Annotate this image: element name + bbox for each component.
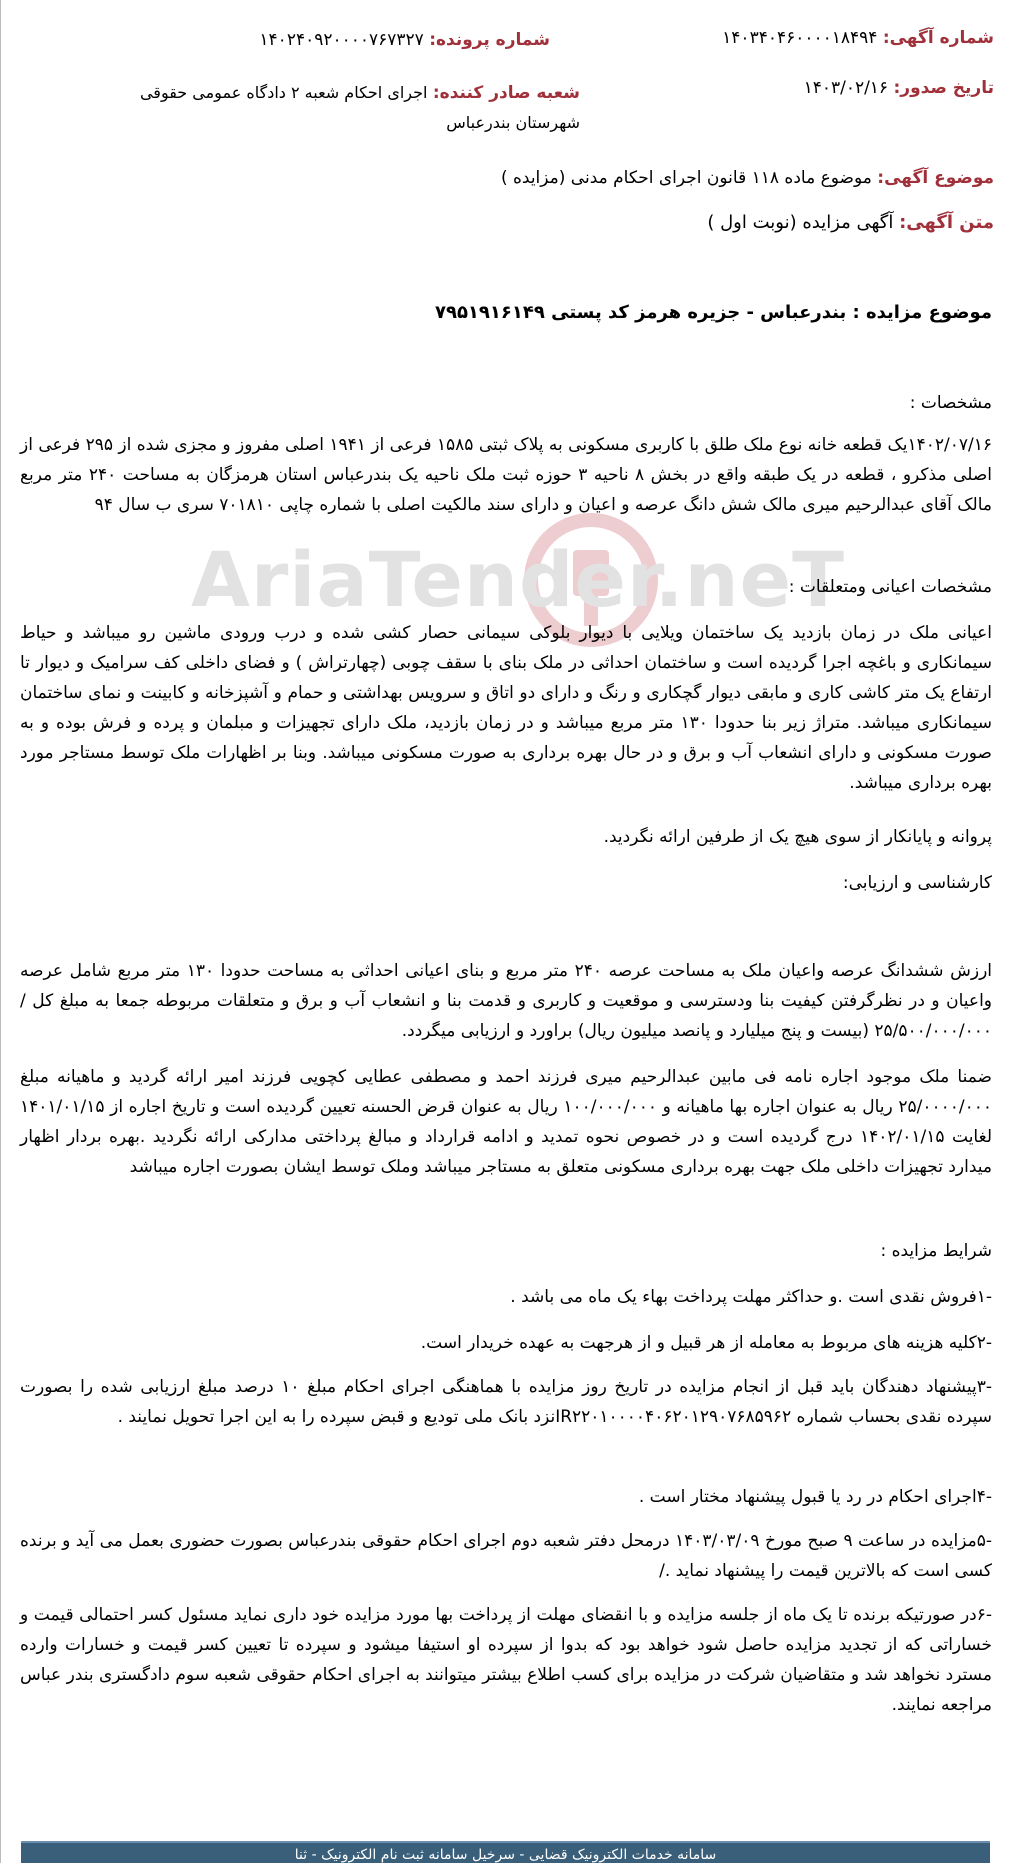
subject-row <box>501 168 994 188</box>
conditions-title: شرایط مزایده : <box>880 1241 992 1261</box>
notice-number-value: ۱۴۰۳۴۰۴۶۰۰۰۰۱۸۴۹۴ <box>722 28 878 48</box>
subject-label: موضوع آگهی: <box>877 168 994 188</box>
condition-item: -۴اجرای احکام در رد یا قبول پیشنهاد مختار است . <box>638 1487 992 1507</box>
issuer-value: اجرای احکام شعبه ۲ دادگاه عمومی حقوقی شهرستان بندرعباس <box>139 83 580 132</box>
file-number-value: ۱۴۰۲۴۰۹۲۰۰۰۰۷۶۷۳۲۷ <box>259 30 424 50</box>
footer-bar <box>21 1841 990 1863</box>
building-title: مشخصات اعیانی ومتعلقات : <box>788 577 992 597</box>
specs-title: مشخصات : <box>909 393 992 413</box>
file-number-label: شماره پرونده: <box>429 30 550 50</box>
appraisal-title: کارشناسی و ارزیابی: <box>842 873 992 893</box>
notice-text-label: متن آگهی: <box>899 212 994 233</box>
issue-date-label: تاریخ صدور: <box>893 78 994 98</box>
notice-number-row <box>722 28 994 48</box>
condition-item: -۵مزایده در ساعت ۹ صبح مورخ ۱۴۰۳/۰۳/۰۹ درمحل دفتر شعبه دوم اجرای احکام حقوقی بندرعباس بصورت حضوری بعمل می آید و برنده کسی است که بالاترین قیمت را پیشنهاد نماید ./ <box>20 1531 992 1581</box>
notice-text-value: آگهی مزایده (نوبت اول ) <box>707 212 894 233</box>
subject-value: موضوع ماده ۱۱۸ قانون اجرای احکام مدنی (مزایده ) <box>500 168 872 188</box>
permit-paragraph: پروانه و پایانکار از سوی هیچ یک از طرفین ارائه نگردید. <box>603 827 992 847</box>
issue-date-row <box>804 78 994 98</box>
building-paragraph: اعیانی ملک در زمان بازدید یک ساختمان ویلایی با دیوار بلوکی سیمانی حصار کشی شده و درب ورودی ماشین رو میباشد و حیاط سیمانکاری و باغچه اجرا گردیده است و ساختمان احداثی در ملک بنای با سقف چوبی (چهارتراش ) و فضای داخلی کف سرامیک و دیوار تا ارتفاع یک متر کاشی کاری و مابقی دیوار گچکاری و رنگ و دارای دو اتاق و سرویس بهداشتی و حمام و آشپزخانه و کابینت و نمای ساختمان سیمانکاری میباشد. متراژ زیر بنا حدودا ۱۳۰ متر مربع میباشد و در زمان بازدید، ملک دارای تجهیزات و مبلمان و پرده و فرش بوده و به صورت مسکونی و دارای انشعاب آب و برق و در حال بهره برداری به صورت مسکونی میباشد. وبنا بر اظهارات ملک توسط مستاجر مورد بهره برداری میباشد. <box>20 623 992 793</box>
issue-date-value: ۱۴۰۳/۰۲/۱۶ <box>803 78 889 98</box>
appraisal-paragraph: ارزش ششدانگ عرصه واعیان ملک به مساحت عرصه ۲۴۰ متر مربع و بنای اعیانی احداثی به مساحت حدودا ۱۳۰ متر مربع شامل عرصه واعیان و در نظرگرفتن کیفیت بنا ودسترسی و موقعیت و کاربری و قدمت بنا و انشعاب آب و برق و متعلقات مربوطه جمعا به مبلغ کل /۲۵/۵۰۰/۰۰۰/۰۰۰ (بیست و پنج میلیارد و پانصد میلیون ریال) براورد و ارزیابی میگردد. <box>20 961 993 1041</box>
condition-item: -۶در صورتیکه برنده تا یک ماه از جلسه مزایده و با انقضای مهلت از پرداخت بها مورد مزایده خود داری نماید مسئول کسر احتمالی قیمت و خساراتی که از تجدید مزایده حاصل شود خواهد بود که بدوا از سپرده او استیفا میشود و سپرده تا تعیین کسر قیمت و خسارات وارده مسترد نخواهد شد و متقاضیان شرکت در مزایده برای کسب اطلاع بیشتر میتوانند به اجرای احکام حقوقی شعبه سوم دادگستری بندر عباس مراجعه نمایند. <box>20 1605 992 1715</box>
issuer-label: شعبه صادر کننده: <box>432 83 580 103</box>
watermark-text: AriaTender.neT <box>191 535 845 624</box>
notice-number-label: شماره آگهی: <box>882 28 994 48</box>
lease-paragraph: ضمنا ملک موجود اجاره نامه فی مابین عبدالرحیم میری فرزند احمد و مصطفی عطایی کچویی فرزند امیر ارائه گردید و ماهیانه مبلغ ۲۵/۰۰۰۰/۰۰۰ ریال به عنوان اجاره بها ماهیانه و ۱۰۰/۰۰۰/۰۰۰ ریال به عنوان قرض الحسنه تعیین گردیده است و تاریخ اجاره از ۱۴۰۱/۰۱/۱۵ لغایت ۱۴۰۲/۰۱/۱۵ درج گردیده است و در خصوص نحوه تمدید و ادامه قرارداد و مبالغ پرداختی مدارکی ارائه نگردید .بهره بردار اظهار میدارد تجهیزات داخلی ملک جهت بهره برداری مسکونی متعلق به مستاجر میباشد وملک توسط ایشان بصورت اجاره میباشد <box>20 1067 992 1177</box>
condition-item: -۳پیشنهاد دهندگان باید قبل از انجام مزایده در تاریخ روز مزایده با هماهنگی اجرای احکام مبلغ ۱۰ درصد مبلغ ارزیابی شده را بصورت سپرده نقدی بحساب شماره IR۲۲۰۱۰۰۰۰۴۰۶۲۰۱۲۹۰۷۶۸۵۹۶۲نزد بانک ملی تودیع و قبض سپرده را به این اجرا تحویل نمایند . <box>20 1377 992 1427</box>
auction-headline: موضوع مزایده : بندرعباس - جزیره هرمز کد پستی ۷۹۵۱۹۱۶۱۴۹ <box>434 302 992 323</box>
footer-text: سامانه خدمات الکترونیک قضایی - سرخیل سامانه ثبت نام الکترونیک - ثنا <box>294 1847 717 1863</box>
condition-item: -۱فروش نقدی است .و حداکثر مهلت پرداخت بهاء یک ماه می باشد . <box>510 1287 992 1307</box>
file-number-row <box>259 30 550 50</box>
condition-item: -۲کلیه هزینه های مربوط به معامله از هر قبیل و از هرجهت به عهده خریدار است. <box>420 1333 992 1353</box>
specs-paragraph: ۱۴۰۲/۰۷/۱۶یک قطعه خانه نوع ملک طلق با کاربری مسکونی به پلاک ثبتی ۱۵۸۵ فرعی از ۱۹۴۱ اصلی مفروز و مجزی شده از ۲۹۵ فرعی از اصلی مذکرو ، قطعه در یک طبقه واقع در بخش ۸ ناحیه ۳ حوزه ثبت ملک ناحیه یک بندرعباس استان هرمزگان به مساحت ۲۴۰ متر مربع مالک آقای عبدالرحیم میری مالک شش دانگ عرصه و اعیان و دارای سند مالکیت اصلی با شماره چاپی ۷۰۱۸۱۰ سری ب سال ۹۴ <box>20 435 992 515</box>
issuer-row <box>80 78 580 138</box>
notice-text-row <box>707 212 994 233</box>
